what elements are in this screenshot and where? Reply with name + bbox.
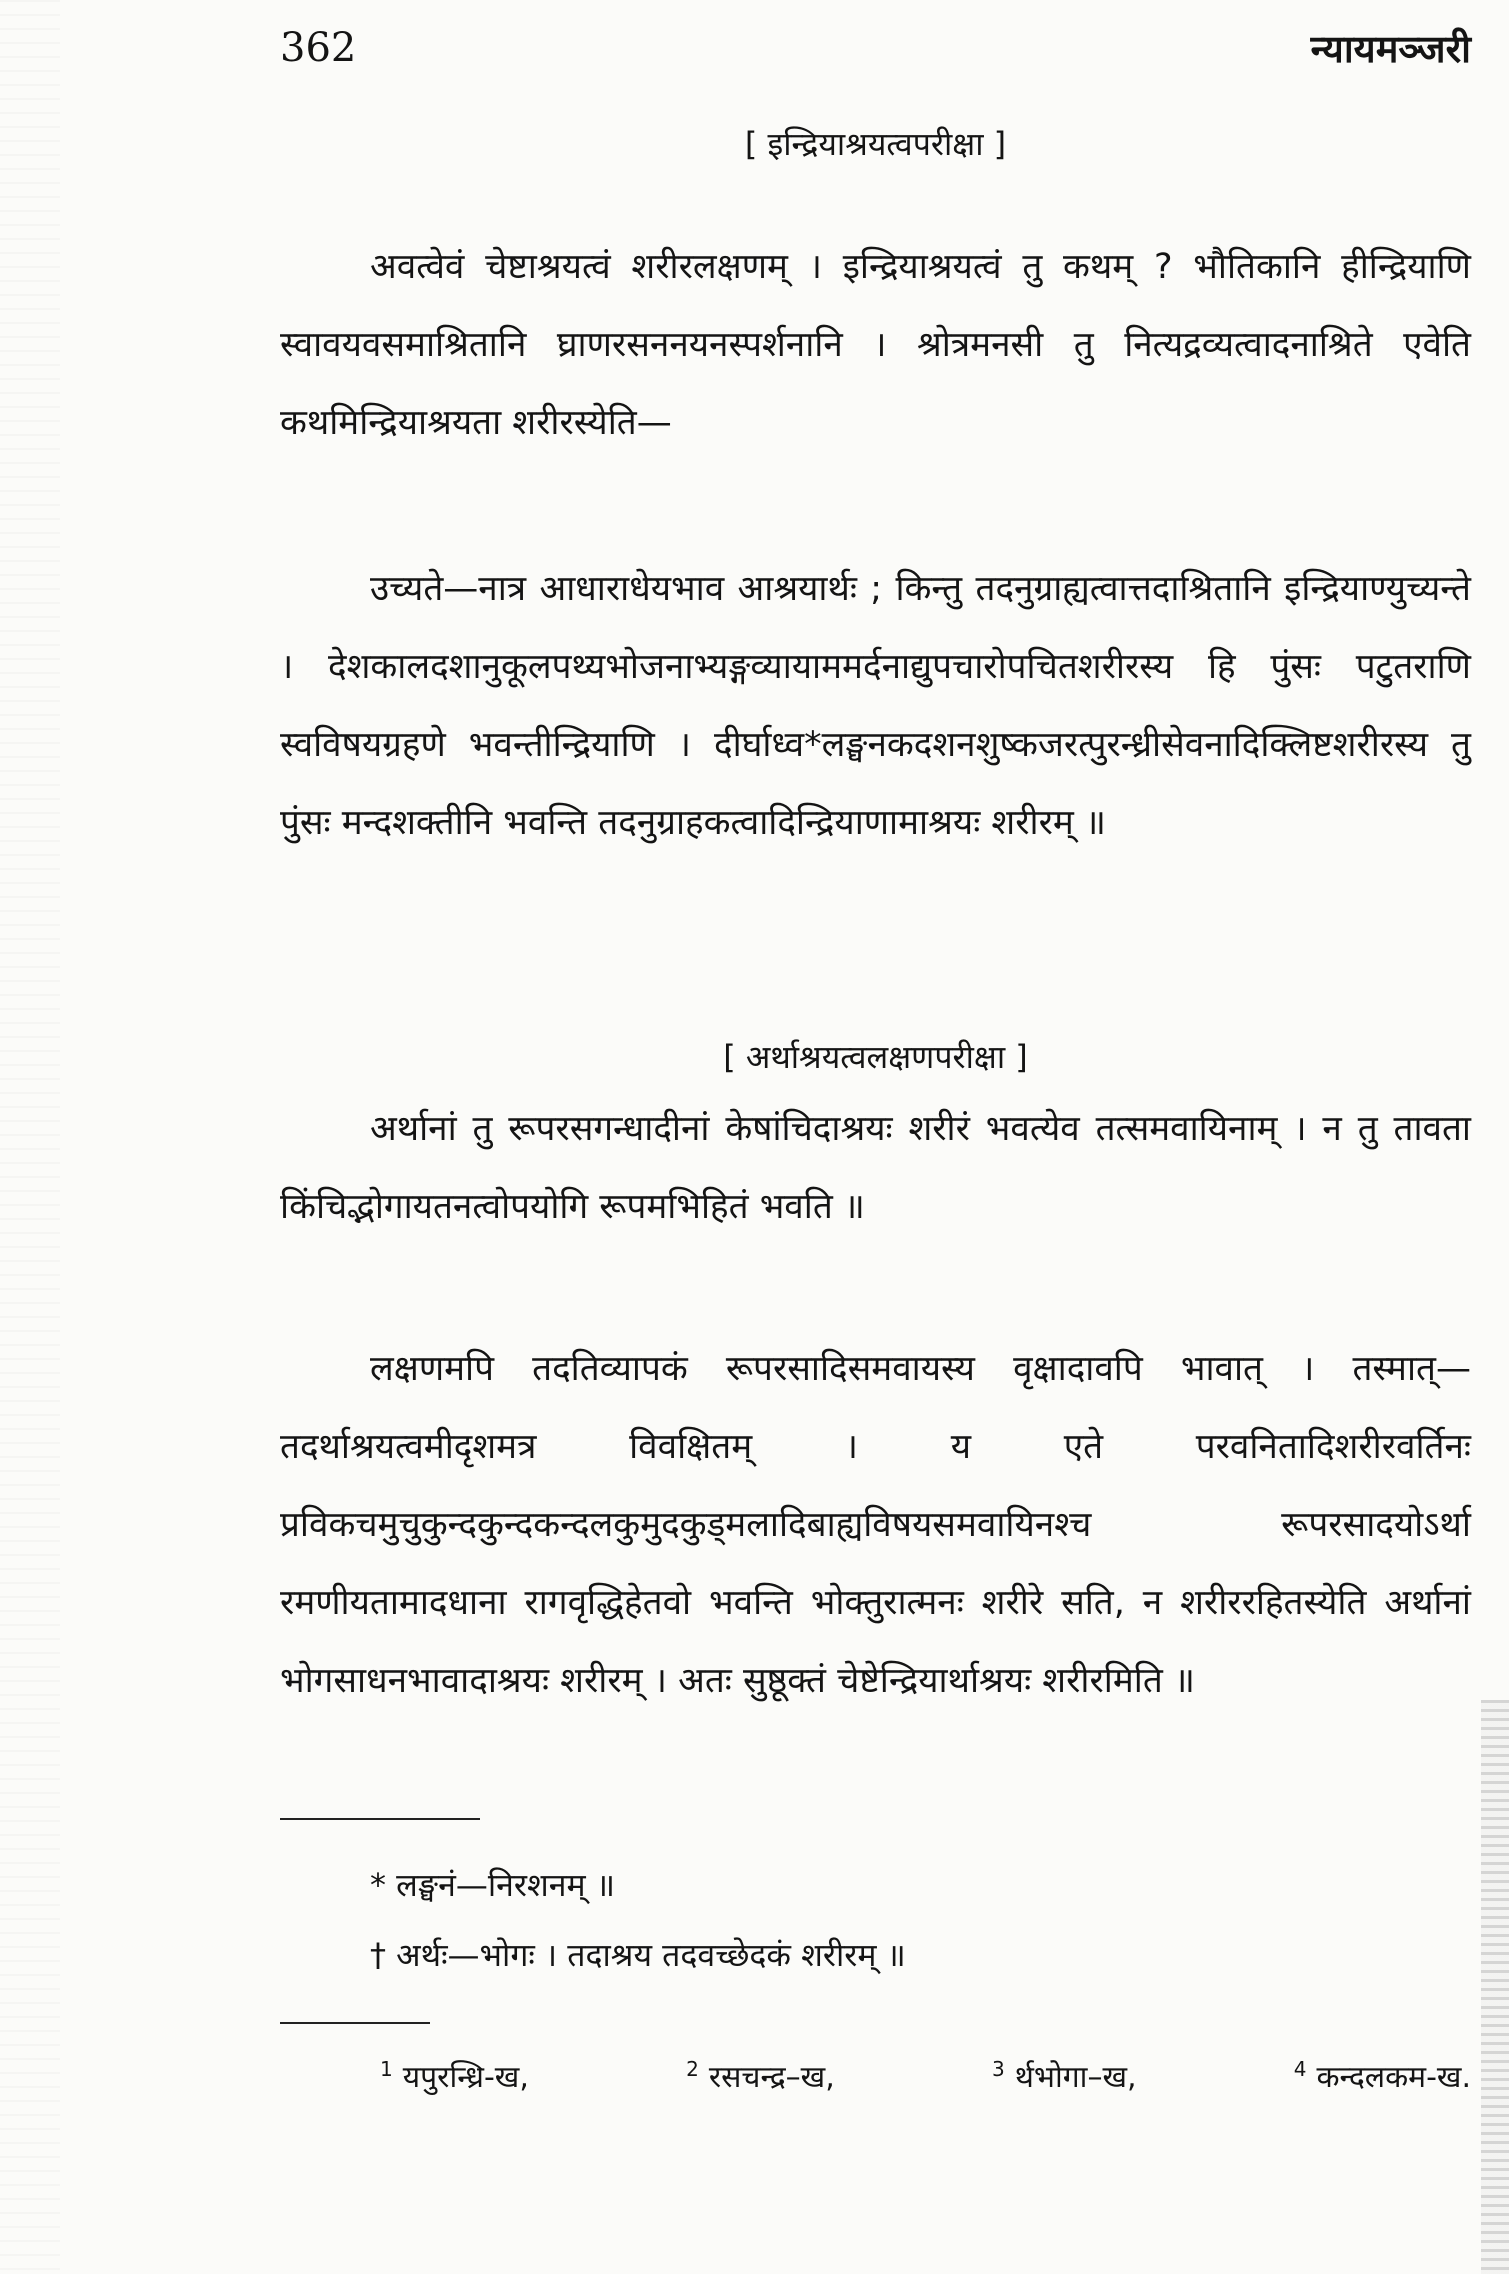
variant-reading-4 — [1294, 2055, 1471, 2096]
running-head: न्यायमञ्जरी — [1310, 27, 1471, 71]
paragraph-4: लक्षणमपि तदतिव्यापकं रूपरसादिसमवायस्य वृक्षादावपि भावात् । तस्मात्—तदर्थाश्रयत्वमीदृशमत्र विवक्षितम् । य एते परवनितादिशरीरवर्तिनः प्रविकचमुचुकुन्दकुन्दकन्दलकुमुदकुड्मलादिबाह्यविषयसमवायिनश्च रूपरसादयोऽर्था रमणीयतामादधाना रागवृद्धिहेतवो भवन्ति भोक्तुरात्मनः शरीरे सति, न शरीररहितस्येति अर्थानां भोगसाधनभावादाश्रयः शरीरम् । अतः सुष्ठूक्तं चेष्टेन्द्रियार्थाश्रयः शरीरमिति ॥ — [280, 1349, 1471, 1701]
scan-edge-right — [1481, 1700, 1509, 2274]
variant-readings — [380, 2055, 1471, 2096]
footnote-dagger: † अर्थः—भोगः । तदाश्रय तदवच्छेदकं शरीरम् ॥ — [370, 1936, 906, 1974]
variant-number: 4 — [1293, 2057, 1307, 2081]
variant-number: 1 — [380, 2057, 393, 2081]
scan-edge-left — [0, 0, 60, 2274]
variant-number: 3 — [992, 2057, 1005, 2081]
variant-text: यपुरन्ध्रि-ख, — [402, 2060, 529, 2095]
variant-text: र्थभोगा–ख, — [1014, 2060, 1137, 2095]
variant-reading-1 — [380, 2055, 529, 2096]
paragraph-1: अवत्वेवं चेष्टाश्रयत्वं शरीरलक्षणम् । इन्द्रियाश्रयत्वं तु कथम् ? भौतिकानि हीन्द्रियाणि स्वावयवसमाश्रितानि घ्राणरसननयनस्पर्शनानि । श्रोत्रमनसी तु नित्यद्रव्यत्वादनाश्रिते एवेति कथमिन्द्रियाश्रयता शरीरस्येति— — [280, 247, 1471, 443]
variant-reading-3 — [992, 2055, 1137, 2096]
paragraph-2: उच्यते—नात्र आधाराधेयभाव आश्रयार्थः ; किन्तु तदनुग्राह्यत्वात्तदाश्रितानि इन्द्रियाण्युच्यन्ते । देशकालदशानुकूलपथ्यभोजनाभ्यङ्गव्यायाममर्दनाद्युपचारोपचितशरीरस्य हि पुंसः पटुतराणि स्वविषयग्रहणे भवन्तीन्द्रियाणि । दीर्घाध्व*लङ्घनकदशनशुष्कजरत्पुरन्ध्रीसेवनादिक्लिष्टशरीरस्य तु पुंसः मन्दशक्तीनि भवन्ति तदनुग्राहकत्वादिन्द्रियाणामाश्रयः शरीरम् ॥ — [280, 569, 1471, 843]
variants-divider — [280, 2022, 430, 2024]
variant-text: कन्दलकम-ख. — [1316, 2060, 1471, 2095]
page-number: 362 — [280, 25, 357, 71]
footnote-star: * लङ्घनं—निरशनम् ॥ — [370, 1866, 616, 1904]
variant-number: 2 — [686, 2057, 699, 2081]
section-heading-indriya: [ इन्द्रियाश्रयत्वपरीक्षा ] — [744, 125, 1007, 163]
variant-reading-2 — [686, 2055, 835, 2096]
section-heading-artha: [ अर्थाश्रयत्वलक्षणपरीक्षा ] — [723, 1038, 1028, 1076]
paragraph-3: अर्थानां तु रूपरसगन्धादीनां केषांचिदाश्रयः शरीरं भवत्येव तत्समवायिनाम् । न तु तावता किंचिद्भोगायतनत्वोपयोगि रूपमभिहितं भवति ॥ — [280, 1109, 1471, 1227]
page-header — [280, 18, 1471, 78]
variant-text: रसचन्द्र–ख, — [708, 2060, 835, 2095]
footnote-divider — [280, 1818, 480, 1820]
